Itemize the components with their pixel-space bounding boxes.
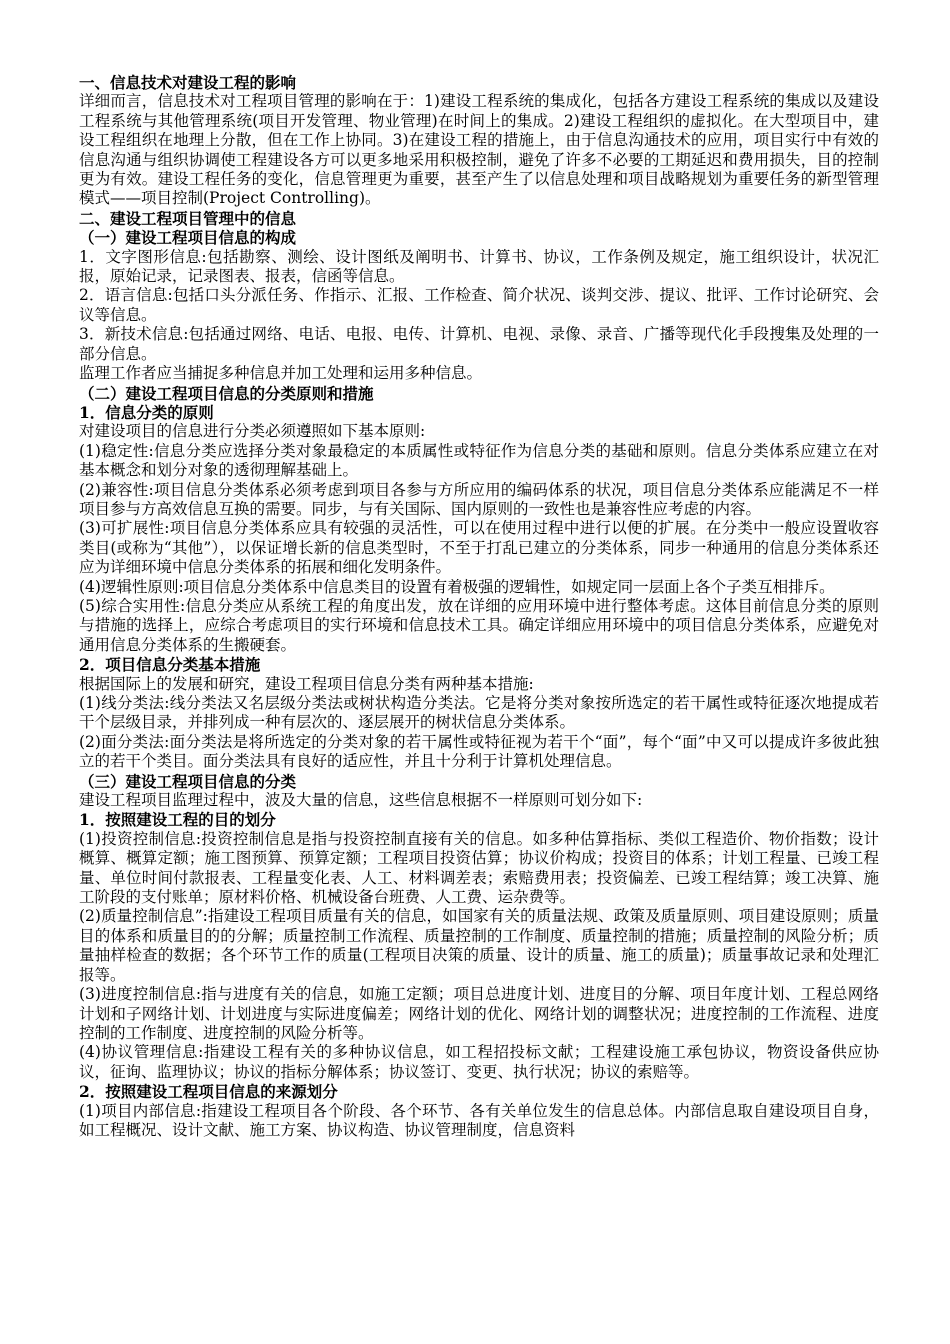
paragraph: (1)线分类法:线分类法又名层级分类法或树状构造分类法。它是将分类对象按所选定的若干属性或特征逐次地提成若干个层级目录，并排列成一种有层次的、逐层展开的树状信息分类体系。 xyxy=(79,694,879,732)
paragraph: (1)项目内部信息:指建设工程项目各个阶段、各个环节、各有关单位发生的信息总体。内部信息取自建设项目自身，如工程概况、设计文献、施工方案、协议构造、协议管理制度，信息资料 xyxy=(79,1101,879,1139)
paragraph: (4)逻辑性原则:项目信息分类体系中信息类目的设置有着极强的逻辑性，如规定同一层面上各个子类互相排斥。 xyxy=(79,577,835,596)
paragraph: (4)协议管理信息:指建设工程有关的多种协议信息，如工程招投标文献；工程建设施工承包协议，物资设备供应协议，征询、监理协议；协议的指标分解体系；协议签订、变更、执行状况；协议的索赔等。 xyxy=(79,1043,879,1081)
section-heading: （三）建设工程项目信息的分类 xyxy=(79,771,297,791)
paragraph: 1．文字图形信息:包括勘察、测绘、设计图纸及阐明书、计算书、协议，工作条例及规定，施工组织设计，状况汇报，原始记录，记录图表、报表，信函等信息。 xyxy=(79,247,879,286)
paragraph: (1)投资控制信息:投资控制信息是指与投资控制直接有关的信息。如多种估算指标、类似工程造价、物价指数；设计概算、概算定额；施工图预算、预算定额；工程项目投资估算；协议价构成；投资目的体系；计划工程量、已竣工程量、单位时间付款报表、工程量变化表、人工、材料调差表；索赔费用表；投资偏差、已竣工程结算；竣工决算、施工阶段的支付账单；原材料价格、机械设备台班费、人工费、运杂费等。 xyxy=(79,829,879,907)
paragraph: (3)可扩展性:项目信息分类体系应具有较强的灵活性，可以在使用过程中进行以便的扩展。在分类中一般应设置收容类目(或称为“其他”），以保证增长新的信息类型时，不至于打乱已建立的分类体系，同步一种通用的信息分类体系还应为详细环境中信息分类体系的拓展和细化发明条件。 xyxy=(79,519,879,577)
section-heading: 1．按照建设工程的目的划分 xyxy=(79,810,276,830)
paragraph: 详细而言，信息技术对工程项目管理的影响在于：1)建设工程系统的集成化，包括各方建设工程系统的集成以及建设工程系统与其他管理系统(项目开发管理、物业管理)在时间上的集成。2)建设工程组织的虚拟化。在大型项目中，建设工程组织在地理上分散，但在工作上协同。3)在建设工程的措施上，由于信息沟通技术的应用，项目实行中有效的信息沟通与组织协调使工程建设各方可以更多地采用积极控制，避免了许多不必要的工期延迟和费用损失，目的控制更为有效。建设工程任务的变化，信息管理更为重要，甚至产生了以信息处理和项目战略规划为重要任务的新型管理模式——项目控制(Project Controlling)。 xyxy=(79,92,879,208)
paragraph: (2)兼容性:项目信息分类体系必须考虑到项目各参与方所应用的编码体系的状况，项目信息分类体系应能满足不一样项目参与方高效信息互换的需要。同步，与有关国际、国内原则的一致性也是兼容性应考虑的内容。 xyxy=(79,480,879,518)
paragraph: 3．新技术信息:包括通过网络、电话、电报、电传、计算机、电视、录像、录音、广播等现代化手段搜集及处理的一部分信息。 xyxy=(79,325,879,363)
section-heading: 一、信息技术对建设工程的影响 xyxy=(79,73,297,92)
section-heading: 2．项目信息分类基本措施 xyxy=(79,655,261,675)
section-heading: 二、建设工程项目管理中的信息 xyxy=(79,208,297,228)
paragraph: 对建设项目的信息进行分类必须遵照如下基本原则: xyxy=(79,422,426,441)
paragraph: 2．语言信息:包括口头分派任务、作指示、汇报、工作检查、简介状况、谈判交涉、提议、批评、工作讨论研究、会议等信息。 xyxy=(79,286,879,324)
paragraph: (1)稳定性:信息分类应选择分类对象最稳定的本质属性或特征作为信息分类的基础和原则。信息分类体系应建立在对基本概念和划分对象的透彻理解基础上。 xyxy=(79,441,879,480)
paragraph: 根据国际上的发展和研究，建设工程项目信息分类有两种基本措施: xyxy=(79,674,534,693)
paragraph: (5)综合实用性:信息分类应从系统工程的角度出发，放在详细的应用环境中进行整体考虑。这体目前信息分类的原则与措施的选择上，应综合考虑项目的实行环境和信息技术工具。确定详细应用环境中的项目信息分类体系，应避免对通用信息分类体系的生搬硬套。 xyxy=(79,596,879,654)
paragraph: (2)面分类法:面分类法是将所选定的分类对象的若干属性或特征视为若干个“面”，每个“面”中又可以提成许多彼此独立的若干个类目。面分类法具有良好的适应性，并且十分利于计算机处理信息。 xyxy=(79,732,879,771)
section-heading: （一）建设工程项目信息的构成 xyxy=(79,228,297,248)
document-body xyxy=(79,73,879,1140)
paragraph: 监理工作者应当捕捉多种信息并加工处理和运用多种信息。 xyxy=(79,364,483,383)
section-heading: 2．按照建设工程项目信息的来源划分 xyxy=(79,1082,338,1102)
paragraph: 建设工程项目监理过程中，波及大量的信息，这些信息根据不一样原则可划分如下: xyxy=(79,791,643,810)
paragraph: (3)进度控制信息:指与进度有关的信息，如施工定额；项目总进度计划、进度目的分解、项目年度计划、工程总网络计划和子网络计划、计划进度与实际进度偏差；网络计划的优化、网络计划的调整状况；进度控制的工作流程、进度控制的工作制度、进度控制的风险分析等。 xyxy=(79,985,879,1042)
paragraph: (2)质量控制信息”:指建设工程项目质量有关的信息，如国家有关的质量法规、政策及质量原则、项目建设原则；质量目的体系和质量目的的分解；质量控制工作流程、质量控制的工作制度、质量控制的措施；质量控制的风险分析；质量抽样检查的数据；各个环节工作的质量(工程项目决策的质量、设计的质量、施工的质量)；质量事故记录和处理汇报等。 xyxy=(79,907,879,984)
section-heading: （二）建设工程项目信息的分类原则和措施 xyxy=(79,383,374,403)
section-heading: 1．信息分类的原则 xyxy=(79,402,214,422)
